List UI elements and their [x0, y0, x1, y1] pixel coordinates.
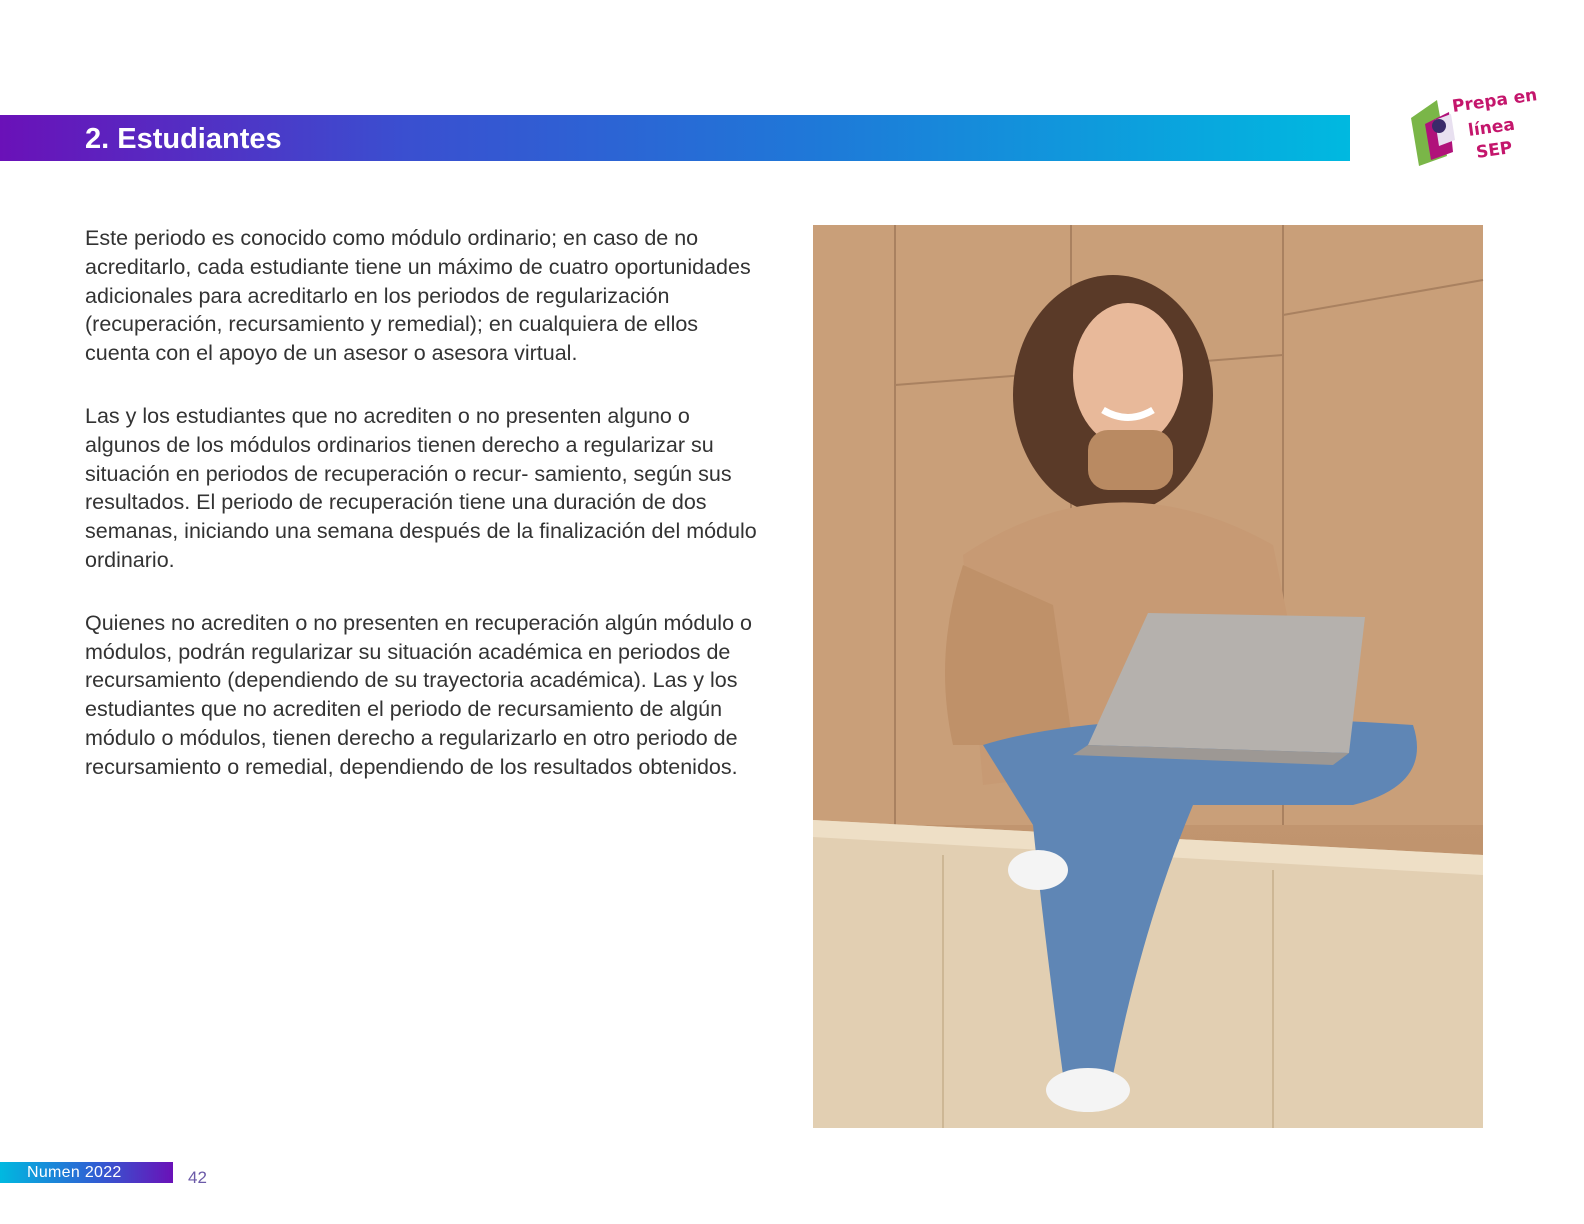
- paragraph: Las y los estudiantes que no acrediten o no presenten alguno o algunos de los módulos ordinarios tienen derecho a regularizar su situación en periodos de recuperación o recur- samiento, según sus resultados. El periodo de recuperación tiene una duración de dos semanas, iniciando una semana después de la finalización del módulo ordinario.: [85, 403, 757, 572]
- paragraph: Quienes no acrediten o no presenten en recuperación algún módulo o módulos, podrán regularizar su situación académica en periodos de recursamiento (dependiendo de su trayectoria académica). Las y los estudiantes que no acrediten el periodo de recursamiento de algún módulo o módulos, tienen derecho a regularizarlo en otro periodo de recursamiento o remedial, dependiendo de los resultados obtenidos.: [85, 610, 752, 779]
- page-number: 42: [188, 1168, 207, 1187]
- section-header-bar: [0, 115, 1350, 161]
- section-title: 2. Estudiantes: [85, 123, 282, 155]
- svg-text:línea: línea: [1466, 114, 1517, 141]
- svg-text:SEP: SEP: [1474, 138, 1514, 163]
- student-photo: [813, 225, 1483, 1128]
- footer-bar: [0, 1162, 173, 1183]
- paragraph: Este periodo es conocido como módulo ordinario; en caso de no acreditarlo, cada estudiante tiene un máximo de cuatro oportunidades adicionales para acreditarlo en los periodos de regularización (recuperación, recursamiento y remedial); en cualquiera de ellos cuenta con el apoyo de un asesor o asesora virtual.: [85, 226, 751, 366]
- body-text: [85, 224, 757, 816]
- publication-label: Numen 2022: [27, 1164, 122, 1181]
- prepa-en-linea-sep-logo: [1405, 85, 1539, 172]
- student-with-laptop-illustration: [813, 225, 1483, 1128]
- svg-text:Prepa en: Prepa en: [1450, 85, 1539, 117]
